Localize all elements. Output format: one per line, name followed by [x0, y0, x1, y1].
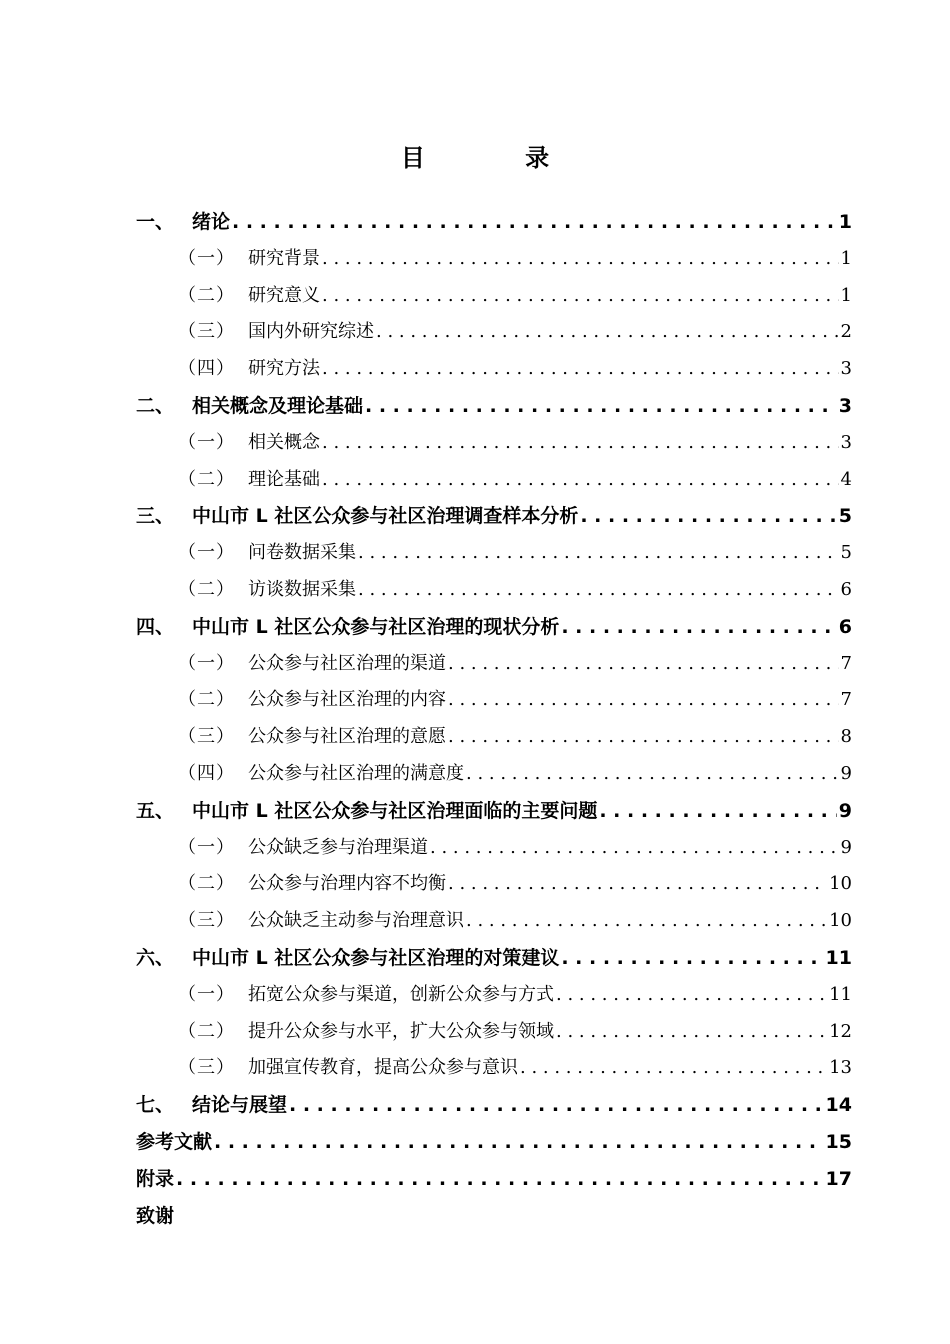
- toc-entry-title: 拓宽公众参与渠道，创新公众参与方式: [248, 983, 554, 1005]
- toc-dot-leader: [446, 682, 839, 719]
- toc-dot-leader: [446, 719, 839, 756]
- toc-entry-title: 访谈数据采集: [248, 578, 356, 600]
- toc-page-number: 10: [829, 910, 852, 932]
- toc-entry-title: 理论基础: [248, 468, 320, 490]
- toc-entry-section[interactable]: [136, 278, 852, 315]
- toc-page-number: 9: [840, 836, 852, 858]
- toc-entry-number: （一）: [178, 983, 235, 1005]
- toc-entry-number: 五、: [136, 799, 175, 822]
- toc-entry-chapter[interactable]: [136, 1124, 852, 1161]
- toc-entry-title: 公众参与社区治理的满意度: [248, 762, 464, 784]
- toc-entry-number: （二）: [178, 284, 235, 306]
- toc-page-number: 12: [829, 1020, 852, 1042]
- toc-page-number: 6: [840, 578, 852, 600]
- toc-page-number: 7: [840, 652, 852, 674]
- page-title: 目 录: [400, 144, 596, 172]
- toc-entry-section[interactable]: [136, 535, 852, 572]
- toc-entry-chapter[interactable]: [136, 609, 852, 646]
- toc-entry-section[interactable]: [136, 241, 852, 278]
- toc-dot-leader: [554, 977, 827, 1014]
- toc-entry-number: （一）: [178, 431, 235, 453]
- toc-entry-title: 公众缺乏主动参与治理意识: [248, 910, 464, 932]
- toc-dot-leader: [287, 1087, 824, 1124]
- toc-dot-leader: [428, 830, 839, 867]
- toc-dot-leader: [230, 204, 837, 241]
- toc-entry-section[interactable]: [136, 351, 852, 388]
- toc-page-number: 7: [840, 689, 852, 711]
- toc-entry-title: 公众参与治理内容不均衡: [248, 873, 446, 895]
- toc-entry-section[interactable]: [136, 425, 852, 462]
- toc-entry-number: 六、: [136, 946, 175, 969]
- toc-entry-title: 中山市 L 社区公众参与社区治理面临的主要问题: [192, 799, 598, 822]
- toc-entry-number: （四）: [178, 358, 235, 380]
- toc-entry-number: （二）: [178, 689, 235, 711]
- toc-entry-chapter[interactable]: [136, 1198, 852, 1235]
- toc-entry-section[interactable]: [136, 682, 852, 719]
- table-of-contents: [136, 204, 852, 1234]
- toc-page-number: 11: [829, 983, 852, 1005]
- toc-entry-title: 相关概念及理论基础: [192, 394, 364, 417]
- toc-entry-title: 附录: [136, 1167, 175, 1190]
- toc-entry-chapter[interactable]: [136, 793, 852, 830]
- toc-page-number: 5: [838, 505, 852, 528]
- toc-entry-number: （二）: [178, 873, 235, 895]
- toc-entry-title: 参考文献: [136, 1130, 213, 1153]
- toc-entry-section[interactable]: [136, 314, 852, 351]
- toc-dot-leader: [464, 903, 827, 940]
- toc-dot-leader: [356, 572, 839, 609]
- toc-entry-title: 国内外研究综述: [248, 321, 374, 343]
- toc-entry-chapter[interactable]: [136, 498, 852, 535]
- toc-entry-title: 公众缺乏参与治理渠道: [248, 836, 428, 858]
- toc-dot-leader: [446, 866, 827, 903]
- toc-dot-leader: [363, 388, 837, 425]
- toc-entry-number: 七、: [136, 1094, 175, 1117]
- toc-entry-number: （一）: [178, 836, 235, 858]
- toc-page-number: 11: [825, 946, 852, 969]
- toc-entry-title: 加强宣传教育，提高公众参与意识: [248, 1057, 518, 1079]
- toc-page-number: 4: [840, 468, 852, 490]
- toc-dot-leader: [320, 351, 839, 388]
- toc-entry-number: （四）: [178, 762, 235, 784]
- toc-dot-leader: [320, 425, 839, 462]
- toc-entry-section[interactable]: [136, 462, 852, 499]
- toc-entry-title: 中山市 L 社区公众参与社区治理的现状分析: [192, 615, 560, 638]
- toc-entry-number: （三）: [178, 321, 235, 343]
- toc-dot-leader: [559, 609, 836, 646]
- toc-entry-title: 结论与展望: [192, 1094, 288, 1117]
- toc-entry-section[interactable]: [136, 756, 852, 793]
- toc-entry-number: （二）: [178, 578, 235, 600]
- toc-dot-leader: [554, 1014, 827, 1051]
- toc-dot-leader: [320, 241, 839, 278]
- toc-entry-title: 问卷数据采集: [248, 542, 356, 564]
- toc-entry-number: （二）: [178, 1020, 235, 1042]
- toc-entry-number: （三）: [178, 726, 235, 748]
- toc-page-number: 2: [840, 321, 852, 343]
- toc-entry-number: 四、: [136, 615, 175, 638]
- toc-entry-chapter[interactable]: [136, 204, 852, 241]
- toc-entry-number: （二）: [178, 468, 235, 490]
- toc-entry-section[interactable]: [136, 977, 852, 1014]
- toc-page-number: 3: [838, 394, 852, 417]
- toc-entry-title: 中山市 L 社区公众参与社区治理的对策建议: [192, 946, 560, 969]
- toc-dot-leader: [356, 535, 839, 572]
- toc-page-number: 13: [829, 1057, 852, 1079]
- toc-dot-leader: [597, 793, 836, 830]
- toc-page-number: 5: [840, 542, 852, 564]
- toc-entry-number: （一）: [178, 247, 235, 269]
- toc-entry-chapter[interactable]: [136, 1161, 852, 1198]
- toc-entry-chapter[interactable]: [136, 940, 852, 977]
- toc-entry-section[interactable]: [136, 903, 852, 940]
- toc-dot-leader: [446, 646, 839, 683]
- toc-entry-title: 公众参与社区治理的渠道: [248, 652, 446, 674]
- toc-entry-title: 中山市 L 社区公众参与社区治理调查样本分析: [192, 505, 579, 528]
- toc-entry-section[interactable]: [136, 1050, 852, 1087]
- toc-entry-title: 公众参与社区治理的意愿: [248, 726, 446, 748]
- toc-page-number: 1: [840, 247, 852, 269]
- toc-page-number: 17: [825, 1167, 852, 1190]
- toc-entry-section[interactable]: [136, 830, 852, 867]
- toc-entry-title: 相关概念: [248, 431, 320, 453]
- toc-entry-section[interactable]: [136, 646, 852, 683]
- toc-dot-leader: [212, 1124, 824, 1161]
- toc-dot-leader: [320, 462, 839, 499]
- toc-entry-number: （三）: [178, 910, 235, 932]
- toc-dot-leader: [578, 498, 836, 535]
- toc-dot-leader: [464, 756, 839, 793]
- toc-entry-title: 研究意义: [248, 284, 320, 306]
- toc-dot-leader: [320, 278, 839, 315]
- toc-entry-title: 研究背景: [248, 247, 320, 269]
- toc-entry-section[interactable]: [136, 866, 852, 903]
- toc-entry-section[interactable]: [136, 572, 852, 609]
- toc-page-number: 3: [840, 358, 852, 380]
- toc-page-number: 8: [840, 726, 852, 748]
- toc-dot-leader: [518, 1050, 827, 1087]
- toc-entry-chapter[interactable]: [136, 1087, 852, 1124]
- toc-entry-section[interactable]: [136, 719, 852, 756]
- toc-dot-leader: [374, 314, 839, 351]
- toc-entry-title: 公众参与社区治理的内容: [248, 689, 446, 711]
- toc-entry-number: （一）: [178, 542, 235, 564]
- toc-entry-number: （三）: [178, 1057, 235, 1079]
- toc-page-number: 1: [840, 284, 852, 306]
- toc-entry-number: 三、: [136, 505, 175, 528]
- toc-page-number: 9: [838, 799, 852, 822]
- toc-page-number: 14: [825, 1094, 852, 1117]
- toc-entry-title: 研究方法: [248, 358, 320, 380]
- toc-dot-leader: [559, 940, 823, 977]
- toc-page-number: 3: [840, 431, 852, 453]
- toc-entry-number: 一、: [136, 211, 175, 233]
- toc-entry-number: 二、: [136, 394, 175, 417]
- toc-entry-title: 致谢: [136, 1204, 175, 1227]
- toc-page-number: 6: [838, 615, 852, 638]
- toc-entry-title: 提升公众参与水平，扩大公众参与领域: [248, 1020, 554, 1042]
- toc-page-number: 15: [825, 1130, 852, 1153]
- toc-page-number: 9: [840, 762, 852, 784]
- toc-entry-number: （一）: [178, 652, 235, 674]
- toc-page-number: 10: [829, 873, 852, 895]
- toc-entry-section[interactable]: [136, 1014, 852, 1051]
- toc-page-number: 1: [838, 211, 852, 233]
- toc-entry-chapter[interactable]: [136, 388, 852, 425]
- toc-entry-title: 绪论: [192, 211, 231, 233]
- toc-dot-leader: [174, 1161, 824, 1198]
